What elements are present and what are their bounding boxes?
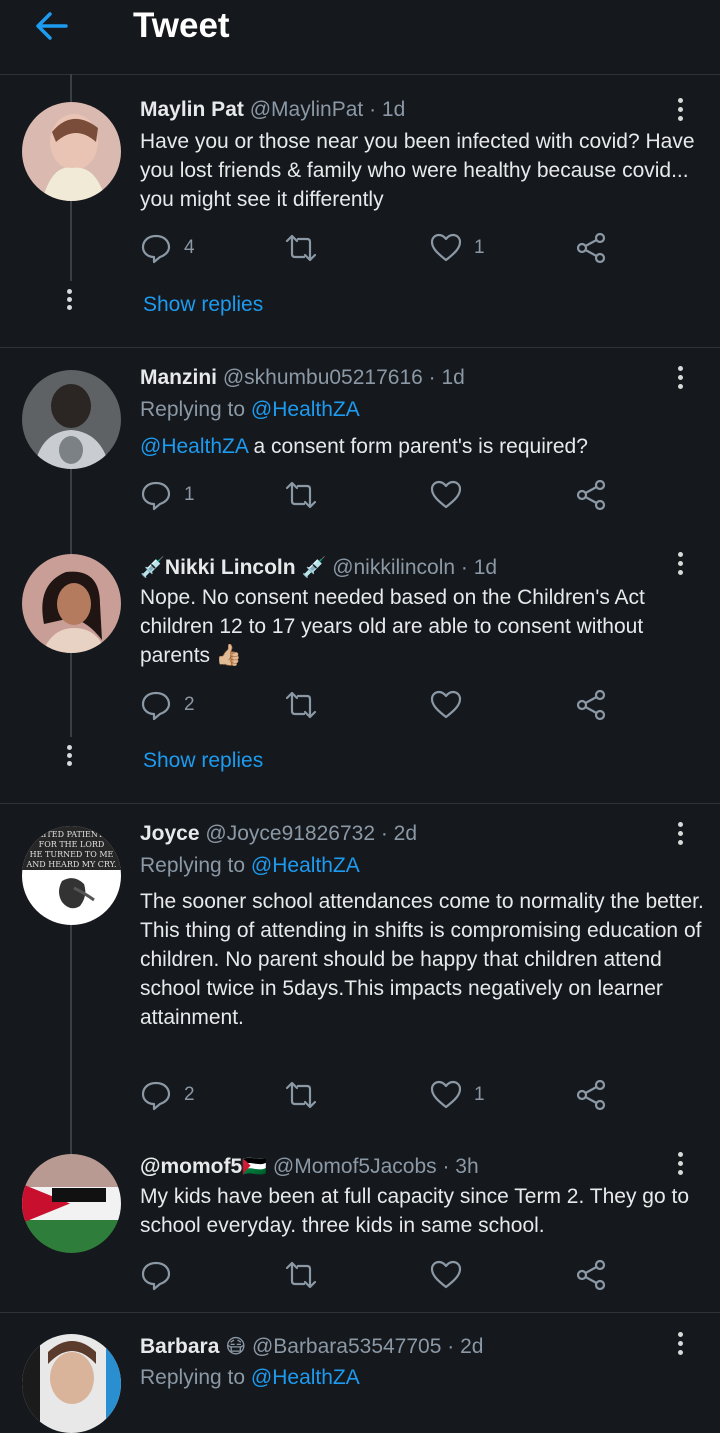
back-arrow-icon[interactable] (30, 8, 74, 44)
avatar[interactable] (22, 102, 121, 201)
author-handle[interactable]: @Joyce91826732 (205, 822, 376, 845)
like-count: 1 (474, 1084, 485, 1105)
retweet-button[interactable] (285, 1078, 317, 1112)
share-icon (575, 689, 607, 721)
tweet-time: · 1d (460, 556, 498, 579)
mask-face-emoji: 😷 (225, 1336, 247, 1358)
replying-to (140, 1366, 360, 1390)
retweet-icon (285, 1259, 317, 1291)
reply-button[interactable] (140, 478, 195, 512)
top-bar (0, 0, 720, 75)
share-button[interactable] (575, 1258, 607, 1292)
tweet-actions (140, 478, 620, 512)
like-button[interactable] (430, 688, 462, 722)
page-title: Tweet (133, 6, 230, 45)
replying-to (140, 398, 360, 422)
replying-to (140, 854, 360, 878)
more-options-icon[interactable] (678, 98, 688, 125)
tweet-header (140, 1334, 483, 1359)
reply-count: 2 (184, 694, 195, 715)
svg-text:FOR THE LORD: FOR THE LORD (38, 840, 105, 849)
share-icon (575, 1259, 607, 1291)
heart-icon (430, 232, 462, 264)
retweet-icon (285, 479, 317, 511)
more-options-icon[interactable] (678, 1152, 688, 1179)
svg-text:HE TURNED TO ME: HE TURNED TO ME (29, 850, 114, 859)
like-button[interactable] (430, 231, 485, 265)
tweet-time: · 1d (369, 98, 406, 121)
heart-icon (430, 1079, 462, 1111)
tweet-header (140, 822, 417, 846)
mention-link[interactable]: @HealthZA (140, 435, 248, 458)
thread-line (70, 201, 72, 281)
reply-button[interactable] (140, 688, 195, 722)
tweet-time: · 2d (380, 822, 418, 845)
author-name[interactable]: Maylin Pat (140, 98, 244, 121)
retweet-button[interactable] (285, 478, 317, 512)
tweet-text: The sooner school attendances come to normality the better. This thing of attending in shifts is compromising education of children. No parent should be happy that children attend school twice in 5days.This impacts negatively on learner attainment. (140, 890, 704, 1029)
replying-to-mention[interactable]: @HealthZA (250, 854, 360, 877)
retweet-button[interactable] (285, 688, 317, 722)
share-button[interactable] (575, 231, 607, 265)
tweet-header (140, 1154, 479, 1179)
more-options-icon[interactable] (678, 1332, 688, 1359)
replying-to-label: Replying to (140, 398, 246, 421)
author-name[interactable]: @momof5 (140, 1155, 243, 1178)
thread-line (70, 74, 72, 102)
tweet-header (140, 366, 465, 390)
share-button[interactable] (575, 688, 607, 722)
like-button[interactable] (430, 1078, 485, 1112)
reply-icon (140, 232, 172, 264)
divider (0, 1312, 720, 1313)
avatar[interactable] (22, 554, 121, 653)
tweet-actions (140, 1258, 620, 1292)
heart-icon (430, 1259, 462, 1291)
syringe-emoji: 💉 (140, 557, 165, 579)
tweet-time: · 3h (442, 1155, 479, 1178)
share-button[interactable] (575, 478, 607, 512)
heart-icon (430, 479, 462, 511)
divider (0, 347, 720, 348)
svg-text:WAITED PATIENTLY: WAITED PATIENTLY (29, 830, 114, 839)
reply-count: 4 (184, 237, 195, 258)
thread-line (70, 653, 72, 737)
share-icon (575, 1079, 607, 1111)
avatar[interactable] (22, 1334, 121, 1433)
reply-count: 2 (184, 1084, 195, 1105)
share-button[interactable] (575, 1078, 607, 1112)
author-name[interactable]: Joyce (140, 822, 200, 845)
thread-line (70, 469, 72, 555)
tweet-time: · 1d (428, 366, 465, 389)
reply-count: 1 (184, 484, 195, 505)
thread-more-dots (67, 289, 73, 313)
tweet-text: Have you or those near you been infected with covid? Have you lost friends & family who were healthy because covid... you might see it differently (140, 130, 695, 211)
thread-more-dots (67, 745, 73, 769)
retweet-button[interactable] (285, 1258, 317, 1292)
svg-text:AND HEARD MY CRY.: AND HEARD MY CRY. (26, 860, 117, 869)
show-replies-link[interactable]: Show replies (143, 293, 264, 316)
tweet-actions (140, 1078, 620, 1112)
reply-icon (140, 1259, 172, 1291)
reply-icon (140, 689, 172, 721)
share-icon (575, 232, 607, 264)
tweet-text: My kids have been at full capacity since Term 2. They go to school everyday. three kids in same school. (140, 1185, 690, 1237)
more-options-icon[interactable] (678, 366, 688, 393)
replying-to-label: Replying to (140, 1366, 246, 1389)
avatar[interactable] (22, 1154, 121, 1253)
tweet-time: · 2d (447, 1335, 484, 1358)
reply-icon (140, 479, 172, 511)
reply-icon (140, 1079, 172, 1111)
thread-line (70, 925, 72, 1156)
palestine-flag-emoji: 🇵🇸 (242, 1156, 268, 1178)
tweet-header (140, 555, 497, 580)
reply-button[interactable] (140, 1078, 195, 1112)
tweet-actions (140, 231, 620, 265)
replying-to-mention[interactable]: @HealthZA (250, 1366, 360, 1389)
show-replies-link[interactable]: Show replies (143, 749, 264, 772)
author-handle[interactable]: @Barbara53547705 (251, 1335, 442, 1358)
avatar[interactable] (22, 826, 121, 925)
reply-button[interactable] (140, 231, 195, 265)
reply-button[interactable] (140, 1258, 172, 1292)
author-name[interactable]: Barbara (140, 1335, 220, 1358)
divider (0, 803, 720, 804)
retweet-button[interactable] (285, 231, 317, 265)
avatar[interactable] (22, 370, 121, 469)
author-handle[interactable]: @MaylinPat (249, 98, 364, 121)
replying-to-mention[interactable]: @HealthZA (250, 398, 360, 421)
tweet-text-body: a consent form parent's is required? (247, 435, 588, 458)
author-name[interactable]: Manzini (140, 366, 217, 389)
retweet-icon (285, 1079, 317, 1111)
author-handle[interactable]: @Momof5Jacobs (272, 1155, 437, 1178)
retweet-icon (285, 689, 317, 721)
tweet-header (140, 98, 405, 122)
author-handle[interactable]: @nikkilincoln (332, 556, 456, 579)
retweet-icon (285, 232, 317, 264)
heart-icon (430, 689, 462, 721)
tweet-text (140, 432, 705, 461)
like-button[interactable] (430, 478, 462, 512)
replying-to-label: Replying to (140, 854, 246, 877)
share-icon (575, 479, 607, 511)
like-button[interactable] (430, 1258, 462, 1292)
tweet-text: Nope. No consent needed based on the Children's Act children 12 to 17 years old are able to consent without parents 👍🏼 (140, 586, 645, 667)
more-options-icon[interactable] (678, 552, 688, 579)
syringe-emoji: 💉 (301, 557, 327, 579)
author-name[interactable]: Nikki Lincoln (164, 556, 296, 579)
more-options-icon[interactable] (678, 822, 688, 849)
author-handle[interactable]: @skhumbu05217616 (222, 366, 423, 389)
like-count: 1 (474, 237, 485, 258)
tweet-actions (140, 688, 620, 722)
